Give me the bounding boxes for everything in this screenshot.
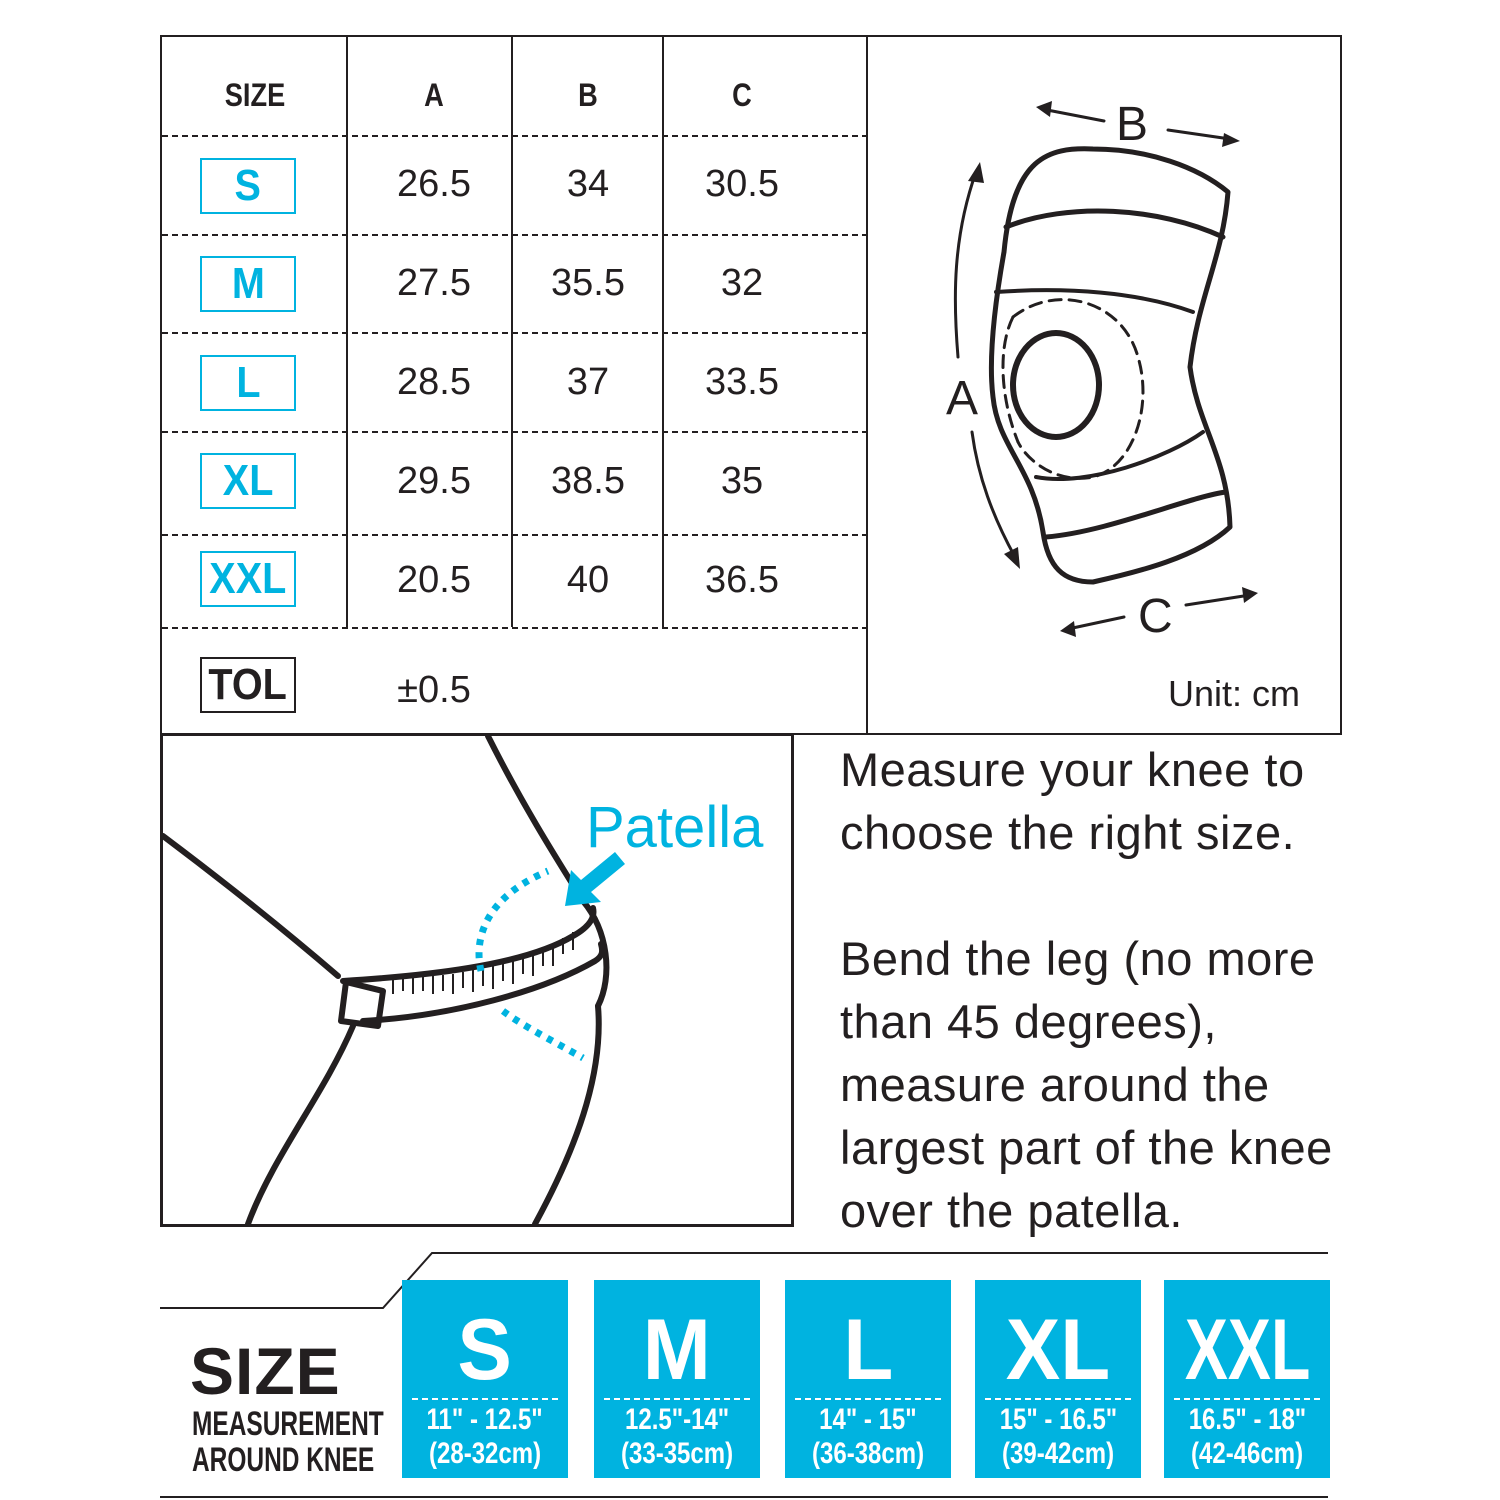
tile-divider (412, 1398, 558, 1400)
tile-size: M (642, 1302, 712, 1398)
size-table (160, 35, 868, 735)
row-divider (162, 234, 868, 236)
header-c: C (732, 77, 752, 113)
tile-size: L (843, 1302, 893, 1398)
tile-inches: 12.5"-14" (624, 1403, 730, 1436)
tile-inches: 15" - 16.5" (999, 1403, 1117, 1436)
size-label-s: S (200, 158, 296, 214)
size-subtitle: MEASUREMENT (192, 1405, 384, 1443)
tile-size: XXL (1184, 1302, 1311, 1398)
cell-c: 30.5 (705, 163, 779, 205)
row-divider (162, 332, 868, 334)
cell-b: 34 (566, 163, 610, 205)
tile-divider (985, 1398, 1131, 1400)
row-divider (162, 431, 868, 433)
cell-b: 35.5 (551, 262, 625, 304)
size-tile-xl (975, 1280, 1141, 1478)
row-divider (162, 534, 868, 536)
tile-cm: (33-35cm) (620, 1437, 734, 1470)
cell-b: 37 (566, 361, 610, 403)
size-title: SIZE (190, 1334, 341, 1408)
instruction-paragraph: Measure your knee to choose the right size. (840, 743, 1305, 859)
instruction-paragraph: Bend the leg (no more than 45 degrees), measure around the largest part of the knee over the patella. (840, 932, 1333, 1237)
tile-cm: (42-46cm) (1190, 1437, 1304, 1470)
instructions (840, 738, 1480, 1242)
tolerance-label: TOL (200, 657, 296, 713)
size-tile-xxl (1164, 1280, 1330, 1478)
tile-size: XL (1005, 1302, 1111, 1398)
cell-a: 29.5 (397, 460, 471, 502)
measurement-illustration (160, 733, 794, 1227)
tile-cm: (39-42cm) (1001, 1437, 1115, 1470)
cell-a: 20.5 (397, 559, 471, 601)
cell-b: 38.5 (551, 460, 625, 502)
size-tile-s (402, 1280, 568, 1478)
size-label-xl: XL (200, 453, 296, 509)
dimension-label-c: C (1138, 590, 1173, 643)
cell-c: 32 (720, 262, 764, 304)
header-size: SIZE (224, 77, 286, 113)
tile-size: S (457, 1302, 513, 1398)
header-a: A (424, 77, 444, 113)
tile-divider (604, 1398, 750, 1400)
knee-brace-illustration (868, 37, 1344, 737)
tile-cm: (36-38cm) (811, 1437, 925, 1470)
tile-divider (795, 1398, 941, 1400)
tile-inches: 16.5" - 18" (1188, 1403, 1306, 1436)
size-tile-l (785, 1280, 951, 1478)
tolerance-value: ±0.5 (397, 669, 471, 711)
row-divider (162, 627, 868, 629)
cell-c: 36.5 (705, 559, 779, 601)
cell-a: 28.5 (397, 361, 471, 403)
dimension-label-a: A (946, 372, 979, 425)
tile-divider (1174, 1398, 1320, 1400)
size-label-l: L (200, 355, 296, 411)
tile-inches: 14" - 15" (819, 1403, 917, 1436)
size-label-m: M (200, 256, 296, 312)
cell-a: 26.5 (397, 163, 471, 205)
header-b: B (578, 77, 598, 113)
size-bar (0, 1245, 1500, 1500)
tile-cm: (28-32cm) (428, 1437, 542, 1470)
cell-c: 33.5 (705, 361, 779, 403)
size-subtitle: AROUND KNEE (192, 1441, 375, 1479)
cell-c: 35 (720, 460, 764, 502)
dimension-label-b: B (1116, 98, 1149, 151)
cell-a: 27.5 (397, 262, 471, 304)
patella-label: Patella (586, 795, 764, 860)
cell-b: 40 (566, 559, 610, 601)
unit-label: Unit: cm (1168, 673, 1301, 714)
tile-inches: 11" - 12.5" (426, 1403, 544, 1436)
knee-diagram (866, 35, 1342, 735)
row-divider (162, 135, 868, 137)
size-tile-m (594, 1280, 760, 1478)
size-label-xxl: XXL (200, 551, 296, 607)
